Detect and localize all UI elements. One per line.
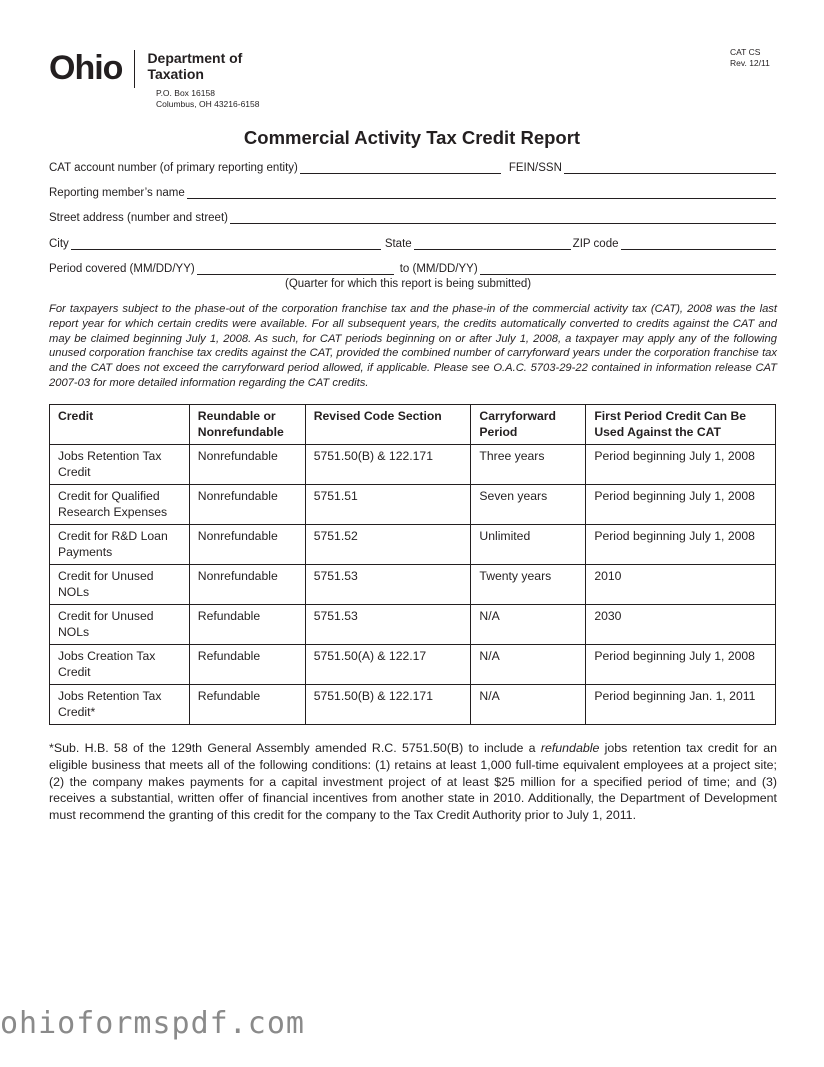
table-header-row [50, 405, 776, 445]
cell-code-section: 5751.53 [305, 605, 471, 645]
zip-label: ZIP code [572, 238, 619, 250]
header-code-section: Revised Code Section [305, 405, 471, 445]
cell-credit: Credit for Unused NOLs [50, 605, 190, 645]
form-identifier [730, 47, 770, 69]
site-watermark: ohioformspdf.com [0, 1006, 305, 1041]
state-field[interactable] [414, 237, 571, 250]
table-row [50, 645, 776, 685]
table-row [50, 565, 776, 605]
member-name-label: Reporting member’s name [49, 187, 185, 199]
header-refundable: Reundable or Nonrefundable [189, 405, 305, 445]
address-line-2: Columbus, OH 43216-6158 [156, 99, 260, 109]
period-to-field[interactable] [480, 262, 776, 275]
cell-refundable: Nonrefundable [189, 445, 305, 485]
cell-first-period: Period beginning July 1, 2008 [586, 445, 776, 485]
department-name [147, 50, 242, 82]
row-member-name [49, 183, 776, 199]
cell-refundable: Refundable [189, 685, 305, 725]
cat-account-field[interactable] [300, 161, 501, 174]
quarter-note: (Quarter for which this report is being submitted) [285, 278, 532, 290]
cell-refundable: Refundable [189, 645, 305, 685]
department-address [156, 88, 259, 110]
cell-first-period: 2010 [586, 565, 776, 605]
department-line-1: Department of [147, 50, 243, 66]
table-row [50, 605, 776, 645]
cell-code-section: 5751.50(B) & 122.171 [305, 445, 471, 485]
footnote-text-end: jobs retention tax credit for an eligible business that meets all of the following conditions: (1) retains at least 1,000 full-time equivalent employees at a project site; (2) the company makes payments for a capital investment project of at least $25 million for a specified period of time; and (3) receives a substantial, written offer of financial incentives from another state in 2010. Additionally, the Department of Development must recommend the granting of this credit for the company to the Tax Credit Authority prior to July 1, 2011. [49, 741, 777, 823]
header-first-period: First Period Credit Can Be Used Against the CAT [586, 405, 776, 445]
cell-refundable: Nonrefundable [189, 485, 305, 525]
city-field[interactable] [71, 237, 381, 250]
department-line-2: Taxation [147, 66, 204, 82]
period-to-label: to (MM/DD/YY) [399, 263, 478, 275]
cell-refundable: Nonrefundable [189, 565, 305, 605]
cell-code-section: 5751.50(B) & 122.171 [305, 685, 471, 725]
cell-credit: Jobs Creation Tax Credit [50, 645, 190, 685]
cell-refundable: Refundable [189, 605, 305, 645]
cell-code-section: 5751.52 [305, 525, 471, 565]
cell-credit: Credit for Qualified Research Expenses [50, 485, 190, 525]
cell-carryforward: N/A [471, 645, 586, 685]
cell-code-section: 5751.51 [305, 485, 471, 525]
cell-code-section: 5751.53 [305, 565, 471, 605]
form-revision: Rev. 12/11 [730, 58, 770, 68]
page-title: Commercial Activity Tax Credit Report [243, 127, 581, 148]
cell-carryforward: Seven years [471, 485, 586, 525]
cell-carryforward: Three years [471, 445, 586, 485]
cell-credit: Jobs Retention Tax Credit* [50, 685, 190, 725]
member-name-field[interactable] [187, 186, 776, 199]
ohio-wordmark: Ohio [49, 49, 123, 87]
row-street [49, 208, 776, 224]
state-label: State [384, 238, 412, 250]
street-label: Street address (number and street) [49, 212, 228, 224]
zip-field[interactable] [621, 237, 777, 250]
city-label: City [49, 238, 69, 250]
cell-credit: Credit for Unused NOLs [50, 565, 190, 605]
header-credit: Credit [50, 405, 190, 445]
cell-first-period: Period beginning July 1, 2008 [586, 525, 776, 565]
cell-code-section: 5751.50(A) & 122.17 [305, 645, 471, 685]
table-row [50, 485, 776, 525]
cell-carryforward: Twenty years [471, 565, 586, 605]
row-period [49, 259, 776, 275]
cell-refundable: Nonrefundable [189, 525, 305, 565]
intro-paragraph: For taxpayers subject to the phase-out of the corporation franchise tax and the phase-in of the commercial activity tax (CAT), 2008 was the last report year for which certain credits were available. For all subsequent years, the credits automatically converted to credits against the CAT and may be claimed beginning July 1, 2008. As such, for CAT periods beginning on or after July 1, 2008, a taxpayer may apply any of the following unused corporation franchise tax credits against the CAT, provided the combined number of carryforward years under the corporation franchise tax and the CAT does not exceed the carryforward period allowed, if applicable. Please see O.A.C. 5703-29-22 contained in information release CAT 2007-03 for more detailed information regarding the CAT credits. [49, 303, 777, 389]
cell-first-period: Period beginning Jan. 1, 2011 [586, 685, 776, 725]
row-city-state-zip [49, 234, 776, 250]
address-line-1: P.O. Box 16158 [156, 88, 215, 98]
period-from-label: Period covered (MM/DD/YY) [49, 263, 195, 275]
form-code: CAT CS [730, 47, 761, 57]
row-account [49, 158, 776, 174]
street-field[interactable] [230, 211, 776, 224]
cell-carryforward: N/A [471, 605, 586, 645]
period-from-field[interactable] [197, 262, 394, 275]
cell-credit: Credit for R&D Loan Payments [50, 525, 190, 565]
fein-label: FEIN/SSN [508, 162, 562, 174]
fein-field[interactable] [564, 161, 776, 174]
cell-first-period: Period beginning July 1, 2008 [586, 485, 776, 525]
cell-carryforward: N/A [471, 685, 586, 725]
footnote-text-start: *Sub. H.B. 58 of the 129th General Assembly amended R.C. 5751.50(B) to include a [49, 741, 541, 755]
logo-divider [134, 50, 135, 88]
table-row [50, 685, 776, 725]
credits-table [49, 404, 776, 725]
cell-credit: Jobs Retention Tax Credit [50, 445, 190, 485]
footnote-paragraph [49, 740, 777, 824]
footnote-emphasis: refundable [540, 741, 600, 755]
table-row [50, 445, 776, 485]
cat-account-label: CAT account number (of primary reporting entity) [49, 162, 298, 174]
cell-carryforward: Unlimited [471, 525, 586, 565]
cell-first-period: 2030 [586, 605, 776, 645]
ohio-logo [49, 50, 242, 88]
cell-first-period: Period beginning July 1, 2008 [586, 645, 776, 685]
header-carryforward: Carryforward Period [471, 405, 586, 445]
table-row [50, 525, 776, 565]
